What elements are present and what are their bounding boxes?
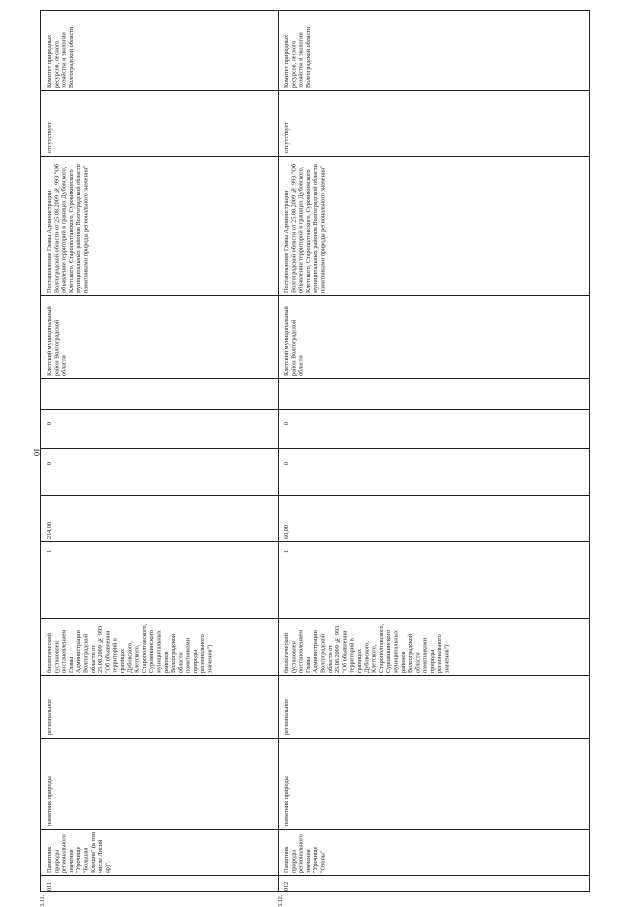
column-divider xyxy=(41,156,589,157)
cell-zero-a: 0 xyxy=(283,461,290,465)
cell-code: 012 xyxy=(283,881,290,891)
row-index: 3.11. xyxy=(39,894,46,907)
cell-profile: биологический (установлен постановлением Главы Администрации Волгоградской области от 25.08.2009 № 993 "Об объявлении территорий в границах Дубовского, Клетского, Старополтавского, Суровикинского муниципальных районов Волгоградской области памятниками природы регионального значения") xyxy=(46,623,214,673)
cell-count: 1 xyxy=(46,549,53,553)
column-divider xyxy=(41,90,589,91)
registry-table xyxy=(39,10,590,907)
cell-count: 1 xyxy=(283,549,290,553)
cell-document: Постановление Главы Администрации Волгоградской области от 25.08.2009 № 993 "Об объявлении территорий в границах Дубовского, Клетского, Старополтавского, Суровикинского муниципальных районов Волгоградской области памятниками природы регионального значения" xyxy=(46,163,90,293)
column-divider xyxy=(41,295,589,296)
column-divider xyxy=(41,738,589,739)
cell-category: памятник природы xyxy=(46,776,53,826)
column-divider xyxy=(41,495,589,496)
column-divider xyxy=(41,448,589,449)
column-divider xyxy=(41,829,589,830)
column-divider xyxy=(41,409,589,410)
row-divider xyxy=(278,11,279,891)
column-divider xyxy=(41,541,589,542)
column-divider xyxy=(41,378,589,379)
cell-significance: региональное xyxy=(46,698,53,735)
column-divider xyxy=(41,875,589,876)
cell-area: 214,00 xyxy=(46,521,53,539)
cell-significance: региональное xyxy=(283,698,290,735)
cell-location: Клетский муниципальный район Волгоградской области xyxy=(46,306,68,376)
column-divider xyxy=(41,618,589,619)
cell-location: Клетский муниципальный район Волгоградской области xyxy=(283,306,305,376)
cell-authority: Комитет природных ресурсов, лесного хозяйства и экологии Волгоградской области xyxy=(46,26,75,88)
cell-status: отсутствует xyxy=(283,122,290,153)
row-index: 3.12. xyxy=(277,894,284,907)
cell-category: памятник природы xyxy=(283,776,290,826)
cell-status: отсутствует xyxy=(46,122,53,153)
cell-zero-b: 0 xyxy=(283,421,290,425)
cell-name: Памятник природы регионального значения "Урочище "Большая Клешня" (в том числе Лисий яр)". xyxy=(46,832,112,873)
cell-code: 011 xyxy=(46,881,53,891)
cell-zero-a: 0 xyxy=(46,461,53,465)
cell-area: 60,00 xyxy=(283,525,290,539)
cell-profile: биологический (установлен постановлением Главы Администрации Волгоградской области от 25.08.2009 № 993 "Об объявлении территорий в границах Дубовского, Клетского, Старополтавского, Суровикинского муниципальных районов Волгоградской области памятниками природы регионального значения") xyxy=(283,623,451,673)
page-number: 10 xyxy=(32,448,41,456)
cell-authority: Комитет природных ресурсов, лесного хозяйства и экологии Волгоградской области xyxy=(283,26,312,88)
column-divider xyxy=(41,675,589,676)
cell-name: Памятник природы регионального значения "Урочище "Озоны" xyxy=(283,834,327,873)
cell-zero-b: 0 xyxy=(46,421,53,425)
cell-document: Постановление Главы Администрации Волгоградской области от 25.08.2009 № 993 "Об объявлении территорий в границах Дубовского, Клетского, Старополтавского, Суровикинского муниципальных районов Волгоградской области памятниками природы регионального значения" xyxy=(283,163,327,293)
